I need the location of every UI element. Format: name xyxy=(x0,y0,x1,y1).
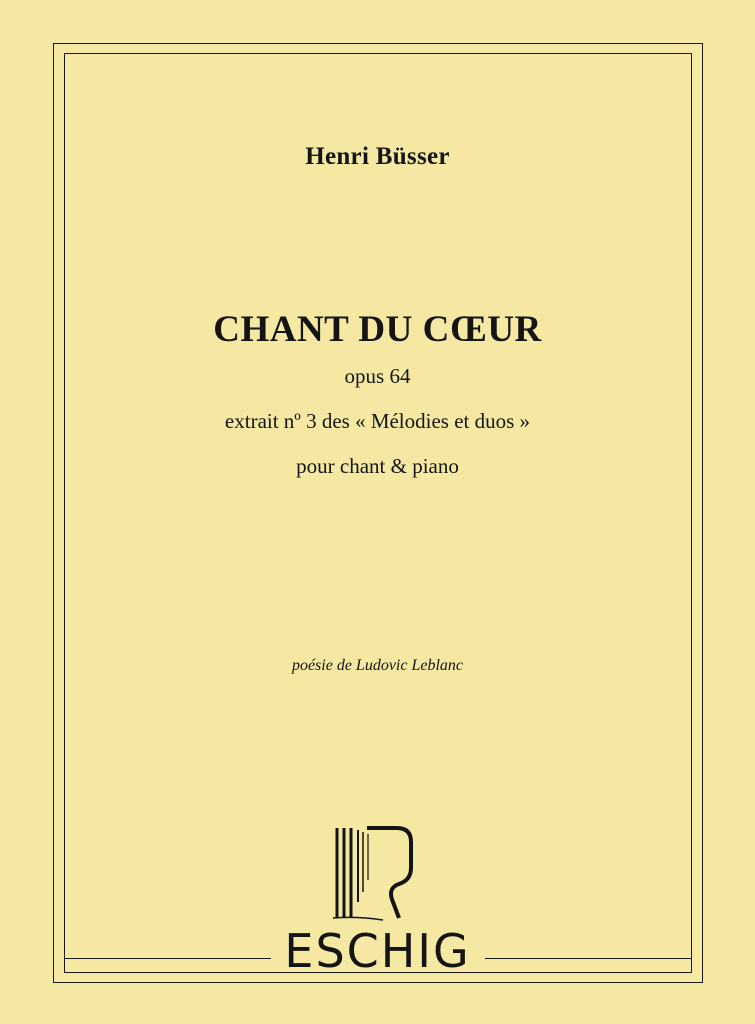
opus-number: opus 64 xyxy=(344,364,411,388)
poet-credit: poésie de Ludovic Leblanc xyxy=(291,657,464,674)
instrumentation: pour chant & piano xyxy=(296,454,459,478)
publisher-name: ESCHIG xyxy=(284,924,471,978)
eschig-harp-logo-icon xyxy=(327,822,435,922)
work-title: CHANT DU CŒUR xyxy=(213,309,542,350)
extract-info: extrait nº 3 des « Mélodies et duos » xyxy=(224,409,531,433)
composer-name: Henri Büsser xyxy=(305,143,450,170)
